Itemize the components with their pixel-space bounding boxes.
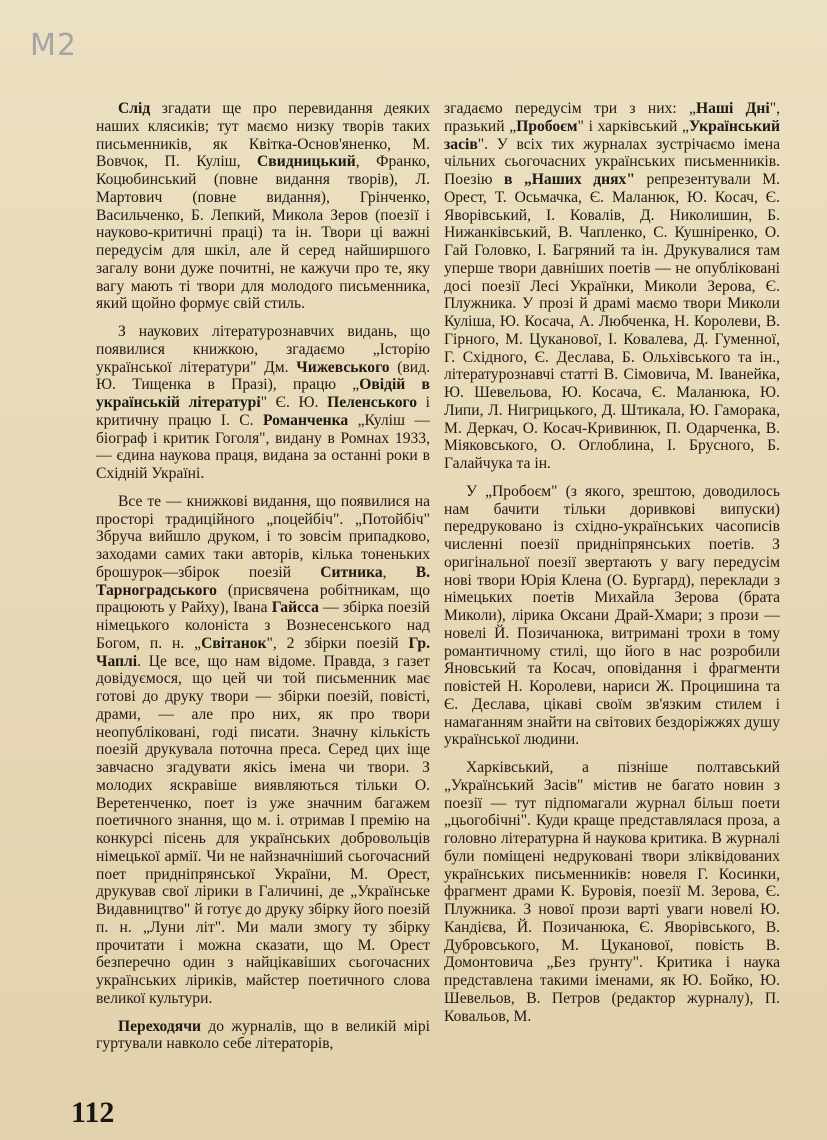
paragraph bbox=[96, 323, 430, 483]
text: У „Пробоєм" (з якого, зрештою, доводилось нам бачити тільки доривкові випуски) передруковано із східно-українських часописів численні поезії придніпрянських поетів. З оригінальної поезії звертають у вагу передусім нові твори Юрія Клена (О. Бургард), переклади з німецьких поетів Михайла Зерова (брата Миколи), лірика Оксани Драй-Хмари; з прози — новелі Й. Позичанюка, витримані трохи в тому романтичному стилі, що його в нас розробили Яновський та Косач, оповідання і фрагменти повістей Н. Королеви, нариси Ж. Процишина та Є. Деслава, цікаві своїм зв'язким стилем і намаганням знайти на світових бездоріжжях душу української людини. bbox=[444, 482, 780, 749]
text: і критичну працю І. С. bbox=[96, 394, 431, 429]
paragraph bbox=[444, 100, 780, 473]
bold-text: Пеленського bbox=[327, 394, 418, 411]
bold-text: Гр. Чаплі bbox=[96, 634, 430, 670]
bold-text: Український засів bbox=[444, 117, 780, 153]
paragraph bbox=[444, 759, 780, 1025]
text: (присвячена робітникам, що працюють у Райху), Івана bbox=[96, 581, 430, 617]
text: до журналів, що в великій мірі гуртували навколо себе літераторів, bbox=[96, 1017, 430, 1053]
text: ", 2 збірки поезій bbox=[266, 634, 409, 652]
text: " Є. Ю. bbox=[260, 394, 328, 411]
paragraph bbox=[96, 493, 430, 1008]
bold-text: Овідій в українській літературі bbox=[96, 376, 430, 411]
text: „Куліш — біограф і критик Гоголя", видану в Ромнах 1933, — єдина наукова праця, видана за останні роки в Східній Україні. bbox=[96, 411, 431, 482]
text: репрезентували М. Орест, Т. Осьмачка, Є. Маланюк, Ю. Косач, Є. Яворівський, І. Ковалів, Д. Николишин, Б. Нижанківський, В. Чапленко, С. Кушніренко, О. Гай Головко, І. Багряний та ін. Друкувалися там уперше твори давніших поетів — не опубліковані досі поезії Лесі Українки, Миколи Зерова, Є. Плужника. У прозі й драмі маємо твори Миколи Куліша, Ю. Косача, А. Любченка, Н. Королеви, В. Гірного, М. Цуканової, І. Ковалева, Д. Гуменної, Г. Східного, Є. Деслава, Б. Ольхівського та ін., літературознавчі статті В. Сімовича, М. Іванейка, Ю. Шевельова, Ю. Косача, Є. Маланюка, Ю. Липи, Л. Нигрицького, Д. Штикала, Ю. Гаморака, М. Деркач, О. Косач-Кривинюк, П. Одарченка, В. Міяковського, О. Оглоблина, І. Брусного, Б. Галайчука та ін. bbox=[444, 171, 780, 472]
bold-text: Слід bbox=[118, 100, 151, 117]
bold-text: Чижевського bbox=[296, 358, 390, 376]
right-column bbox=[444, 100, 780, 1035]
bold-text: Ситника bbox=[320, 563, 383, 581]
bold-text: Світанок bbox=[201, 634, 267, 652]
text: Все те — книжкові видання, що появилися на просторі традиційного „поцейбіч". „Потойбіч" Збруча вийшло друком, і то зовсім припадково, заходами самих таки авторів, кілька тоненьких брошурок—збірок поезій bbox=[96, 492, 430, 581]
text: ", празький „ bbox=[444, 100, 780, 135]
bold-text: в „Наших днях" bbox=[504, 171, 635, 188]
bold-text: Романченка bbox=[263, 411, 349, 429]
bold-text: Гайсса bbox=[271, 599, 319, 617]
paragraph bbox=[96, 100, 430, 313]
text: З наукових літературознавчих видань, що появилися книжкою, згадаємо „Історію української літератури" Дм. bbox=[96, 323, 430, 376]
bold-text: Наші Дні bbox=[695, 100, 770, 117]
text: Харківський, а пізніше полтавський „Український Засів" містив не багато новин з поезії — тут підпомагали журнал більш поети „цьогобічні". Куди краще представлялася проза, а головно літературна й наукова критика. В журналі були поміщені недруковані твори зліквідованих українських письменників: новеля Г. Косинки, фрагмент драми К. Буровія, поезії М. Зерова, Є. Плужника. З нової прози варті уваги новелі Ю. Кандієва, Й. Позичанюка, Є. Яворівського, В. Дубровського, М. Цуканової, повість В. Домонтовича „Без ґрунту". Критика і наука представлена такими іменами, як Ю. Бойко, Ю. Шевельов, В. Петров (редактор журналу), П. Ковальов, М. bbox=[444, 759, 780, 1025]
paragraph bbox=[96, 1018, 430, 1054]
text: , bbox=[382, 563, 416, 581]
text: (вид. Ю. Тищенка в Празі), працю „ bbox=[96, 358, 430, 394]
text: згадаємо передусім три з них: „ bbox=[444, 100, 696, 117]
paragraph bbox=[444, 483, 780, 749]
bold-text: В. Тарноградського bbox=[96, 563, 430, 599]
bold-text: Пробоєм bbox=[516, 117, 578, 135]
bold-text: Переходячи bbox=[118, 1017, 201, 1035]
text: . Це все, що нам відоме. Правда, з газет довідуємося, що цей чи той письменник має готові до друку твори — збірки поезій, повісті, драми, — але про них, як про твори неопубліковані, годі писати. Значну кількість поезій друкувала поточна преса. Серед цих іще завчасно згадувати якісь імена чи твори. З молодих яскравіше виявляються тільки О. Веретенченко, поет із уже значним багажем поетичного знання, що м. і. отримав І премію на конкурсі пісень для українських добровольців німецької армії. Чи не найзначніший сьогочасний поет придніпрянської України, М. Орест, друкував свої лірики в Галичині, де „Українське Видавництво" й готує до друку збірку його поезій п. н. „Луни літ". Ми мали змогу ту збірку прочитати і можна сказати, що М. Орест безперечно один з найцікавіших сьогочасних українських ліриків, майстер поетичного слова великої культури. bbox=[96, 652, 430, 1007]
text: — збірка поезій німецького колоніста з Вознесенського над Богом, п. н. „ bbox=[96, 599, 430, 652]
text: згадати ще про перевидання деяких наших клясиків; тут маємо низку творів таких письменників, як Квітка-Основ'яненко, М. Вовчок, П. Куліш, bbox=[96, 100, 430, 171]
text: ". У всіх тих журналах зустрічаємо імена чільних сьогочасних українських письменників. Поезію bbox=[444, 135, 780, 188]
pencil-mark: M2 bbox=[30, 28, 77, 63]
text: " і харківський „ bbox=[577, 117, 689, 135]
left-column bbox=[96, 100, 430, 1063]
bold-text: Свидницький bbox=[257, 153, 356, 171]
page-number: 112 bbox=[71, 1096, 115, 1129]
text: , Франко, Коцюбинський (повне видання творів), Л. Мартович (повне видання), Грінченко, Васильченко, Б. Лепкий, Микола Зеров (поезії і науково-критичні праці) та ін. Твори ці важні передусім для шкіл, але й серед найширшого загалу вони дуже почитні, не кажучи про те, яку вагу мають ті твори для молодого письменника, який щойно формує свій стиль. bbox=[96, 153, 430, 313]
